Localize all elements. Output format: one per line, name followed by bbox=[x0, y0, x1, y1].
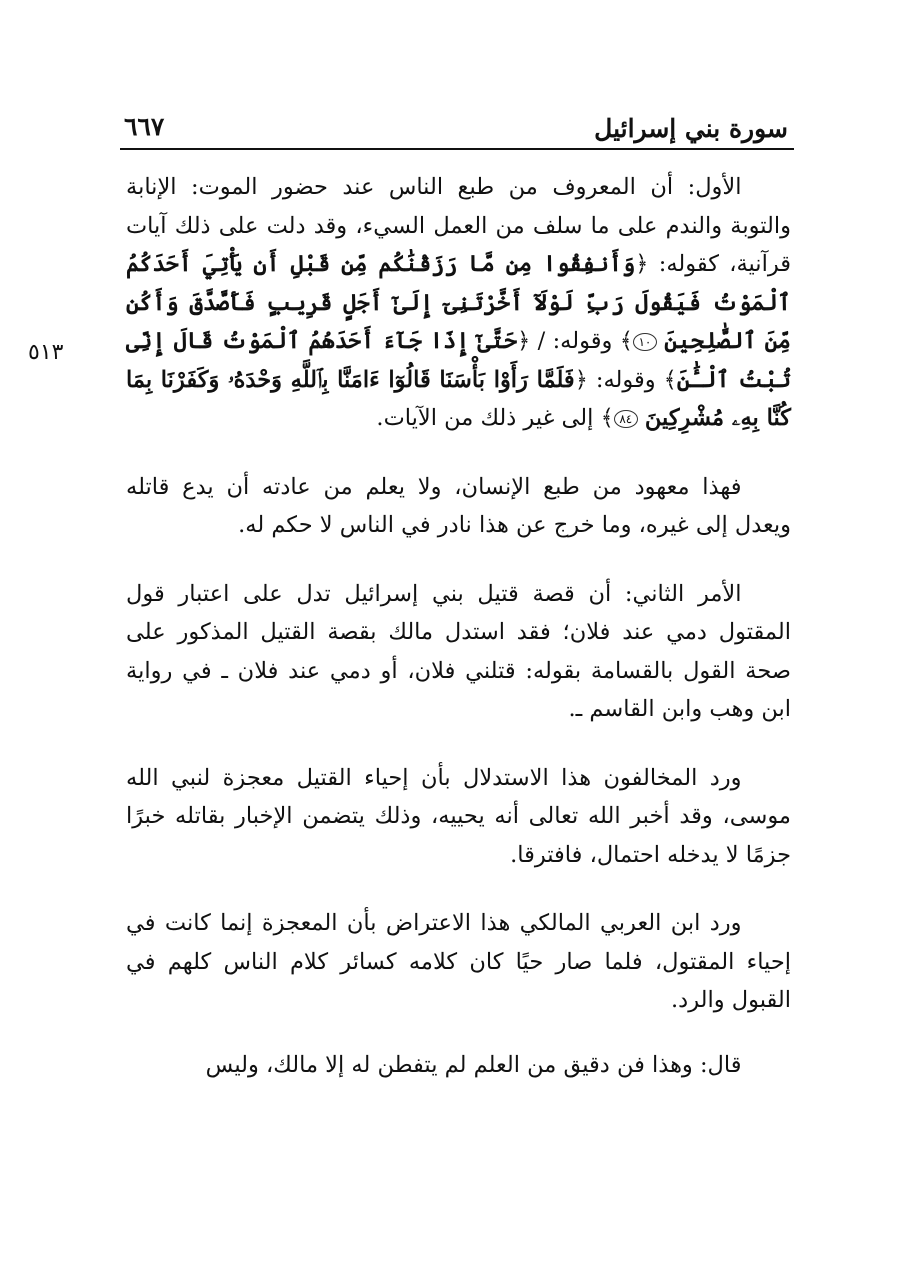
connector-text-1: وقوله: / bbox=[537, 328, 613, 354]
verse-number-3: ٨٤ bbox=[614, 410, 638, 428]
page-body bbox=[126, 168, 791, 1084]
surah-title: سورة بني إسرائيل bbox=[594, 114, 788, 143]
first-tail-text: إلى غير ذلك من الآيات. bbox=[376, 405, 594, 431]
page-number: ٦٦٧ bbox=[124, 112, 165, 141]
running-header bbox=[120, 108, 794, 150]
paragraph-fifth: ورد ابن العربي المالكي هذا الاعتراض بأن المعجزة إنما كانت في إحياء المقتول، فلما صار حيًا كان كلامه كسائر كلام الناس كلهم في القبول والرد. bbox=[126, 910, 791, 1013]
quran-verse-3: فَلَمَّا رَأَوْا بَأْسَنَا قَالُوٓا ءَامَنَّا بِٱللَّهِ وَحْدَهُۥ وَكَفَرْنَا بِمَا كُنَّا بِهِۦ مُشْرِكِينَ bbox=[126, 366, 791, 431]
quran-open-bracket: ﴿ bbox=[574, 366, 588, 393]
paragraph-fourth: ورد المخالفون هذا الاستدلال بأن إحياء القتيل معجزة لنبي الله موسى، وقد أخبر الله تعالى أنه يحييه، وذلك يتضمن الإخبار بقاتله خبرًا جزمًا لا يدخله احتمال، فافترقا. bbox=[126, 764, 791, 868]
paragraph-second: فهذا معهود من طبع الإنسان، ولا يعلم من عادته أن يدع قاتله ويعدل إلى غيره، وما خرج عن هذا نادر في الناس لا حكم له. bbox=[126, 473, 791, 538]
first-lead-text: الأول: أن المعروف من طبع الناس عند حضور الموت: الإنابة والتوبة والندم على ما سلف من العمل السيء، وقد دلت على ذلك آيات قرآنية، كقوله: bbox=[126, 174, 791, 277]
quran-open-bracket: ﴿ bbox=[635, 251, 649, 277]
quran-close-bracket: ﴾ bbox=[600, 405, 614, 431]
quran-verse-2: حَتَّىٰٓ إِذَا جَآءَ أَحَدَهُمُ ٱلْمَوْتُ قَالَ إِنِّى تُبْتُ ٱلْـَٰٔنَ bbox=[126, 328, 791, 393]
quran-verse-1: وَأَنفِقُوا مِن مَّا رَزَقْنَٰكُم مِّن قَبْلِ أَن يَأْتِيَ أَحَدَكُمُ ٱلْمَوْتُ فَيَقُولَ رَبِّ لَوْلَآ أَخَّرْتَنِىٓ إِلَىٰٓ أَجَلٍ قَرِيبٍ فَأَصَّدَّقَ وَأَكُن مِّنَ ٱلصَّٰلِحِينَ bbox=[126, 251, 791, 354]
connector-text-2: وقوله: bbox=[595, 366, 656, 393]
paragraph-sixth: قال: وهذا فن دقيق من العلم لم يتفطن له إلا مالك، وليس bbox=[205, 1051, 742, 1078]
paragraph-first bbox=[126, 168, 791, 438]
quran-close-bracket: ﴾ bbox=[619, 328, 633, 354]
verse-number-1: ١٠ bbox=[633, 333, 657, 351]
paragraph-third: الأمر الثاني: أن قصة قتيل بني إسرائيل تدل على اعتبار قول المقتول دمي عند فلان؛ فقد استدل مالك بقصة القتيل المذكور على صحة القول بالقسامة بقوله: قتلني فلان، أو دمي عند فلان ـ في رواية ابن وهب وابن القاسم ـ. bbox=[126, 580, 791, 722]
quran-close-bracket: ﴾ bbox=[663, 366, 677, 393]
margin-page-marker: ٥١٣ bbox=[28, 340, 64, 365]
quran-open-bracket: ﴿ bbox=[517, 328, 531, 354]
